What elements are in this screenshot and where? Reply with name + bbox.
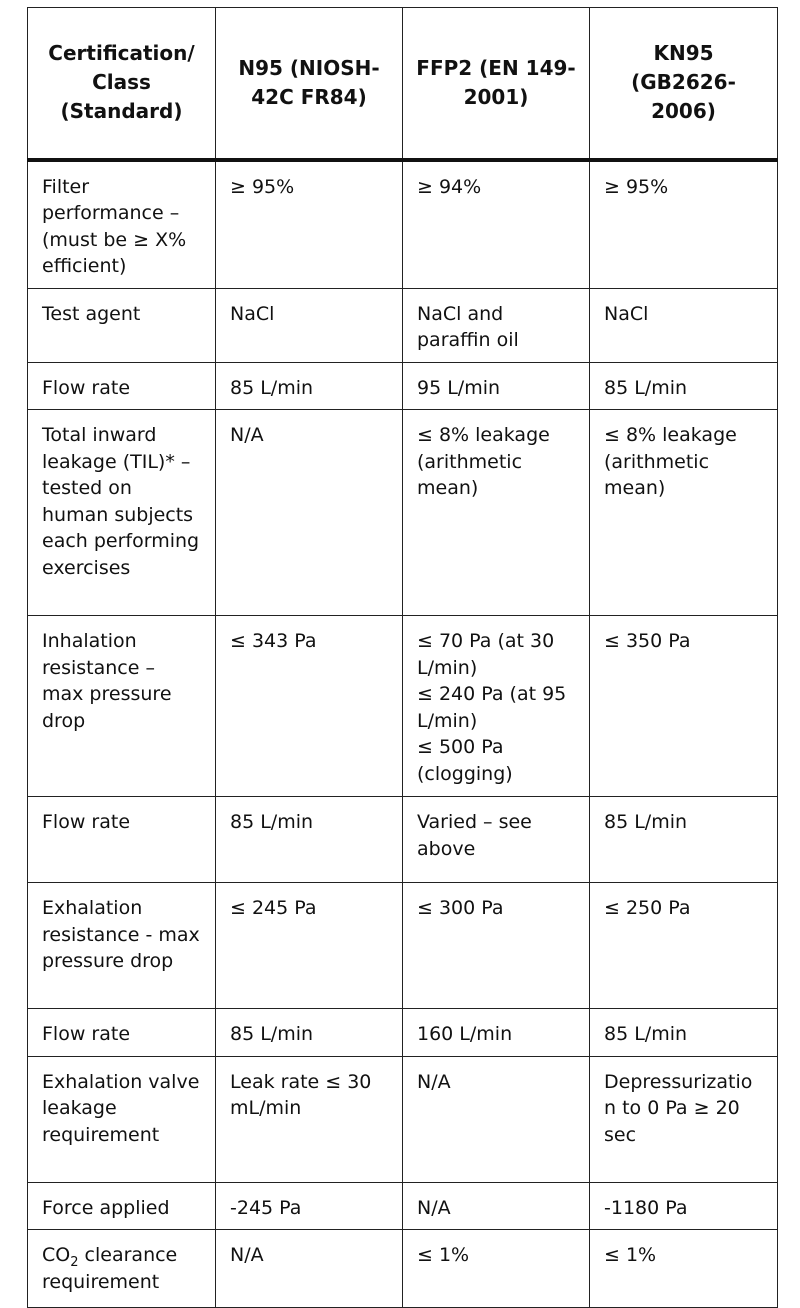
kn95-value: ≤ 250 Pa [590, 883, 778, 1009]
header-certification-class: Certification/ Class (Standard) [28, 8, 216, 160]
header-ffp2: FFP2 (EN 149-2001) [403, 8, 590, 160]
header-row [28, 8, 778, 160]
kn95-value: 85 L/min [590, 362, 778, 410]
ffp2-value: ≤ 300 Pa [403, 883, 590, 1009]
row-label: Flow rate [28, 1009, 216, 1057]
row-label: Test agent [28, 288, 216, 362]
kn95-value: ≤ 1% [590, 1230, 778, 1308]
ffp2-value: Varied – see above [403, 797, 590, 883]
table-row [28, 1056, 778, 1182]
kn95-value: -1180 Pa [590, 1182, 778, 1230]
kn95-value: ≤ 350 Pa [590, 616, 778, 797]
n95-value: ≤ 343 Pa [216, 616, 403, 797]
table-row [28, 616, 778, 797]
ffp2-value: 160 L/min [403, 1009, 590, 1057]
n95-value: 85 L/min [216, 797, 403, 883]
respirator-comparison-table [27, 7, 778, 1308]
ffp2-value: NaCl and paraffin oil [403, 288, 590, 362]
kn95-value: Depressurization to 0 Pa ≥ 20 sec [590, 1056, 778, 1182]
row-label: Exhalation resistance - max pressure drop [28, 883, 216, 1009]
row-label-co2-clearance [28, 1230, 216, 1308]
row-label: Exhalation valve leakage requirement [28, 1056, 216, 1182]
co2-label-prefix: CO [42, 1244, 71, 1266]
table-row [28, 288, 778, 362]
table-row [28, 362, 778, 410]
kn95-value: NaCl [590, 288, 778, 362]
n95-value: 85 L/min [216, 362, 403, 410]
table-row [28, 160, 778, 289]
n95-value: Leak rate ≤ 30 mL/min [216, 1056, 403, 1182]
kn95-value: ≥ 95% [590, 160, 778, 289]
n95-value: N/A [216, 410, 403, 616]
row-label: Total inward leakage (TIL)* – tested on human subjects each performing exercises [28, 410, 216, 616]
kn95-value: ≤ 8% leakage (arithmetic mean) [590, 410, 778, 616]
n95-value: 85 L/min [216, 1009, 403, 1057]
ffp2-value: N/A [403, 1056, 590, 1182]
row-label: Inhalation resistance – max pressure drop [28, 616, 216, 797]
table-row [28, 1182, 778, 1230]
table-row [28, 797, 778, 883]
header-kn95: KN95 (GB2626-2006) [590, 8, 778, 160]
co2-label-subscript: 2 [70, 1254, 79, 1270]
n95-value: N/A [216, 1230, 403, 1308]
table-row [28, 1009, 778, 1057]
co2-label-suffix: clearance requirement [42, 1244, 178, 1293]
header-n95: N95 (NIOSH-42C FR84) [216, 8, 403, 160]
table-row [28, 1230, 778, 1308]
ffp2-value: ≤ 70 Pa (at 30 L/min) ≤ 240 Pa (at 95 L/min) ≤ 500 Pa (clogging) [403, 616, 590, 797]
ffp2-value: N/A [403, 1182, 590, 1230]
ffp2-value: ≤ 1% [403, 1230, 590, 1308]
ffp2-value: ≤ 8% leakage (arithmetic mean) [403, 410, 590, 616]
row-label: Filter performance – (must be ≥ X% efficient) [28, 160, 216, 289]
table-row [28, 410, 778, 616]
ffp2-value: 95 L/min [403, 362, 590, 410]
row-label: Flow rate [28, 362, 216, 410]
n95-value: NaCl [216, 288, 403, 362]
row-label: Force applied [28, 1182, 216, 1230]
kn95-value: 85 L/min [590, 797, 778, 883]
table-row [28, 883, 778, 1009]
n95-value: ≤ 245 Pa [216, 883, 403, 1009]
kn95-value: 85 L/min [590, 1009, 778, 1057]
ffp2-value: ≥ 94% [403, 160, 590, 289]
n95-value: -245 Pa [216, 1182, 403, 1230]
row-label: Flow rate [28, 797, 216, 883]
n95-value: ≥ 95% [216, 160, 403, 289]
